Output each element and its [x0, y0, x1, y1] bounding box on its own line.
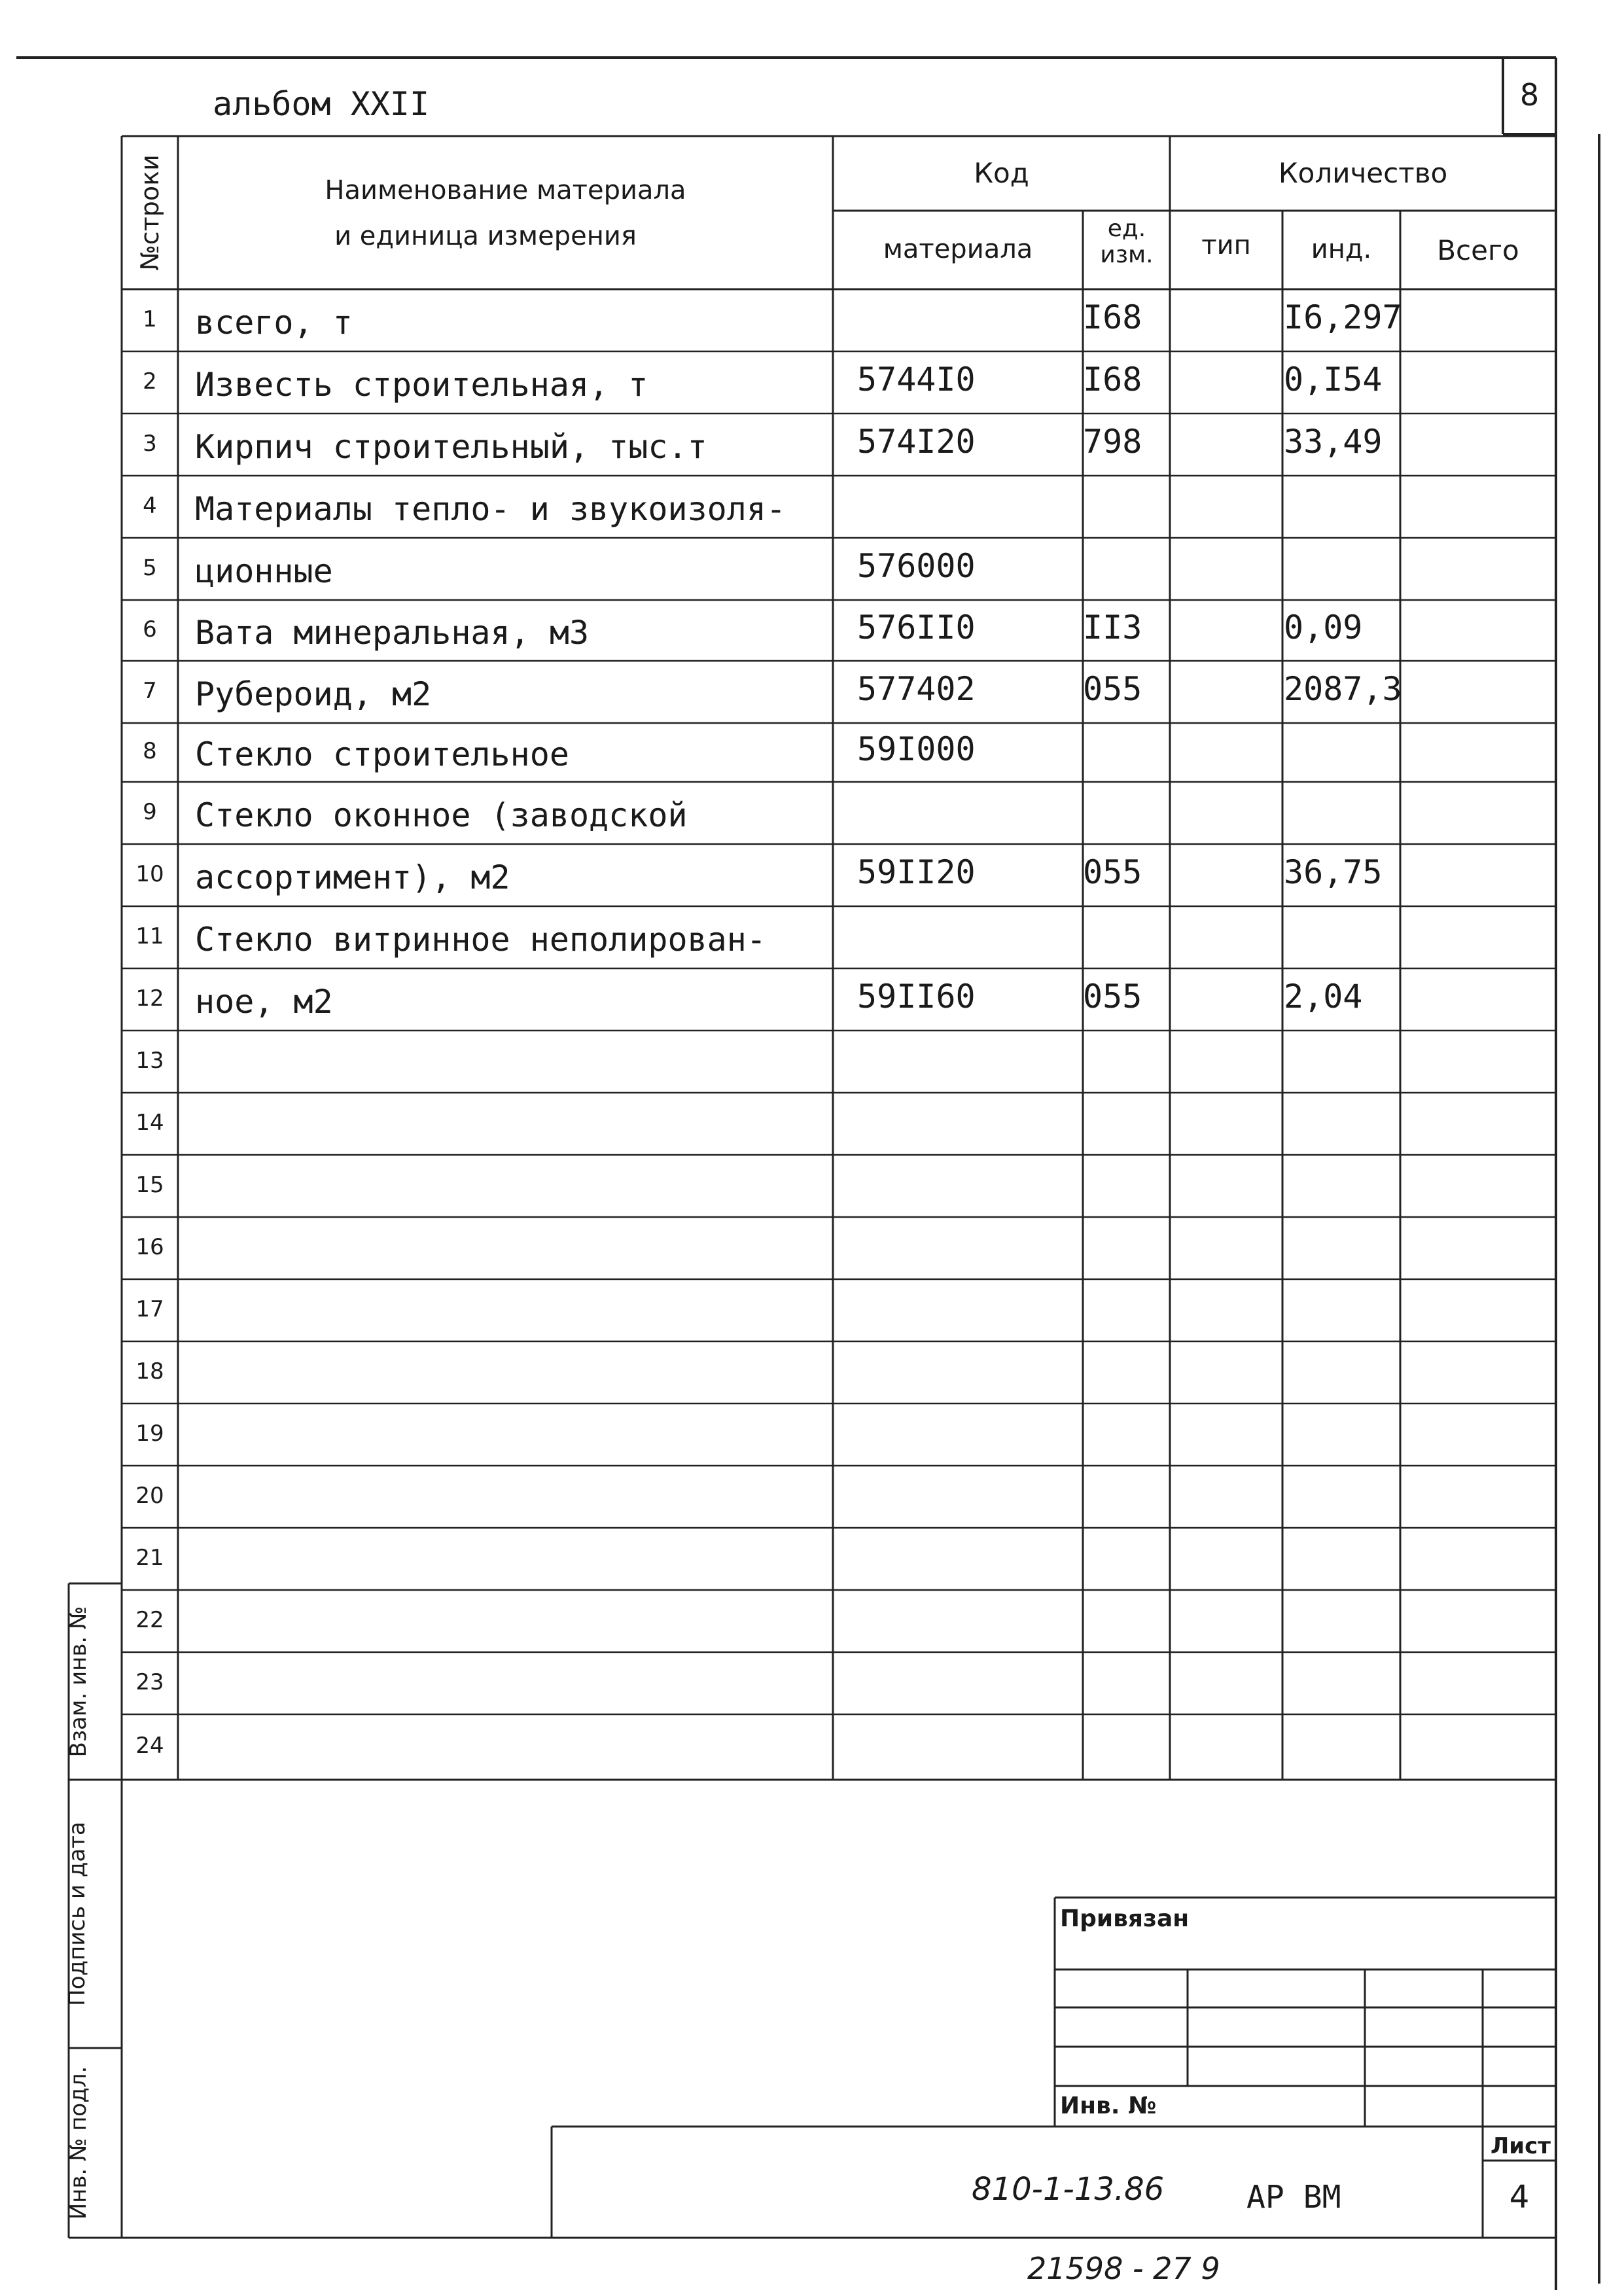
quantity-ind: 2087,3 — [1284, 669, 1402, 708]
quantity-ind: 2,04 — [1284, 977, 1363, 1016]
row-number: 20 — [135, 1482, 164, 1509]
unit-code: I68 — [1083, 360, 1142, 398]
quantity-ind: 0,I54 — [1284, 360, 1383, 398]
row-number: 3 — [143, 430, 157, 457]
material-name: Известь строительная, т — [195, 365, 648, 404]
title-doc-code: 810-1-13.86 — [972, 2171, 1165, 2208]
row-number: 21 — [135, 1544, 164, 1571]
material-name: Стекло оконное (заводской — [195, 796, 688, 834]
title-sheet-value: 4 — [1509, 2179, 1530, 2216]
album-title: альбом XXII — [213, 85, 430, 123]
quantity-ind: I6,297 — [1284, 298, 1402, 336]
col-header-code-unit: ед. изм. — [1100, 215, 1154, 268]
col-header-name-line2: и единица измерения — [334, 221, 637, 251]
material-name: ционные — [195, 552, 333, 590]
row-number: 8 — [143, 738, 157, 764]
row-number: 18 — [135, 1358, 164, 1385]
unit-code: 055 — [1083, 669, 1142, 708]
row-number: 14 — [135, 1109, 164, 1136]
bottom-number: 21598 - 27 9 — [1027, 2251, 1220, 2286]
material-name: ное, м2 — [195, 982, 333, 1021]
page-number: 8 — [1519, 77, 1540, 113]
title-sheet-label: Лист — [1491, 2133, 1551, 2159]
material-name: Стекло строительное — [195, 735, 569, 773]
unit-code: 055 — [1083, 853, 1142, 891]
row-number: 6 — [143, 616, 157, 643]
material-code: 59II60 — [857, 977, 976, 1016]
material-name: Кирпич строительный, тыс.т — [195, 427, 707, 466]
col-header-qty: Количество — [1278, 157, 1448, 189]
col-header-code-material: материала — [883, 234, 1033, 264]
quantity-ind: 0,09 — [1284, 608, 1363, 646]
material-code: 59I000 — [857, 730, 976, 768]
material-name: ассортимент), м2 — [195, 858, 510, 896]
material-code: 577402 — [857, 669, 976, 708]
row-number: 1 — [143, 306, 157, 332]
col-header-code: Код — [974, 157, 1029, 189]
col-header-row-no: №строки — [135, 154, 164, 271]
row-number: 23 — [135, 1669, 164, 1695]
row-number: 13 — [135, 1047, 164, 1074]
row-number: 19 — [135, 1420, 164, 1447]
title-inv-label: Инв. № — [1060, 2093, 1157, 2119]
col-header-qty-total: Всего — [1437, 234, 1519, 266]
col-header-qty-ind: инд. — [1311, 234, 1372, 264]
stamp-inv-orig: Инв. № подл. — [65, 2066, 92, 2220]
material-code: 59II20 — [857, 853, 976, 891]
material-code: 5744I0 — [857, 360, 976, 398]
material-name: Вата минеральная, м3 — [195, 613, 590, 652]
unit-code: I68 — [1083, 298, 1142, 336]
stamp-inv-zam: Взам. инв. № — [65, 1606, 92, 1757]
quantity-ind: 33,49 — [1284, 422, 1383, 461]
row-number: 24 — [135, 1733, 164, 1759]
stamp-signature-date: Подпись и дата — [64, 1822, 90, 2006]
material-code: 576000 — [857, 546, 976, 585]
unit-code: II3 — [1083, 608, 1142, 646]
row-number: 22 — [135, 1606, 164, 1633]
row-number: 4 — [143, 492, 157, 519]
row-number: 11 — [135, 923, 164, 949]
row-number: 5 — [143, 554, 157, 581]
row-number: 9 — [143, 798, 157, 825]
unit-code: 798 — [1083, 422, 1142, 461]
title-bound-label: Привязан — [1060, 1905, 1190, 1932]
quantity-ind: 36,75 — [1284, 853, 1383, 891]
material-name: Рубероид, м2 — [195, 675, 432, 713]
row-number: 12 — [135, 985, 164, 1012]
material-code: 576II0 — [857, 608, 976, 646]
row-number: 17 — [135, 1296, 164, 1322]
material-name: всего, т — [195, 303, 353, 342]
row-number: 16 — [135, 1233, 164, 1260]
col-header-name-line1: Наименование материала — [325, 175, 686, 205]
row-number: 2 — [143, 368, 157, 395]
title-doc-section: АР ВМ — [1246, 2179, 1341, 2216]
col-header-qty-type: тип — [1201, 230, 1251, 260]
material-name: Стекло витринное неполирован- — [195, 920, 766, 959]
row-number: 15 — [135, 1171, 164, 1198]
material-name: Материалы тепло- и звукоизоля- — [195, 489, 786, 528]
row-number: 10 — [135, 860, 164, 887]
unit-code: 055 — [1083, 977, 1142, 1016]
row-number: 7 — [143, 677, 157, 704]
material-code: 574I20 — [857, 422, 976, 461]
